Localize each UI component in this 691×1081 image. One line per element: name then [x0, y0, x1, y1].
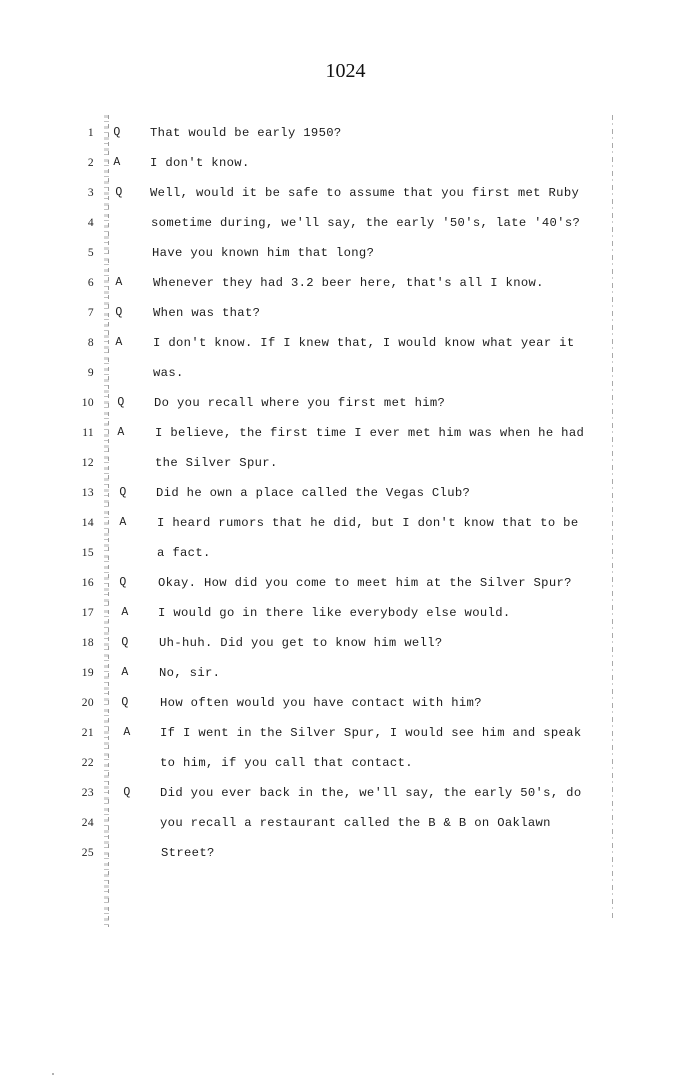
line-text: was.	[153, 366, 184, 380]
line-text: the Silver Spur.	[155, 456, 278, 470]
speaker-label: Q	[117, 396, 125, 409]
line-number: 17	[81, 607, 94, 619]
speaker-label: Q	[115, 186, 123, 199]
line-text: Uh-huh. Did you get to know him well?	[159, 636, 443, 650]
line-number: 4	[87, 217, 94, 229]
transcript-line	[0, 242, 691, 264]
line-number: 20	[81, 697, 94, 709]
line-number: 14	[81, 517, 94, 529]
line-number: 19	[81, 667, 94, 679]
line-number: 23	[81, 787, 94, 799]
line-text: Well, would it be safe to assume that you first met Ruby	[150, 186, 580, 200]
speaker-label: A	[115, 276, 123, 289]
transcript-line	[0, 392, 691, 414]
line-text: I don't know.	[150, 156, 250, 170]
line-text: That would be early 1950?	[150, 126, 342, 140]
transcript-line	[0, 572, 691, 594]
line-number: 22	[81, 757, 94, 769]
transcript-line	[0, 482, 691, 504]
line-text: to him, if you call that contact.	[160, 756, 413, 770]
speaker-label: Q	[123, 786, 131, 799]
line-number: 11	[82, 427, 94, 439]
line-number: 13	[81, 487, 94, 499]
speaker-label: A	[113, 156, 121, 169]
speaker-label: Q	[121, 636, 129, 649]
transcript-line	[0, 542, 691, 564]
speaker-label: A	[119, 516, 127, 529]
line-number: 1	[87, 127, 94, 139]
transcript-line	[0, 602, 691, 624]
transcript-line	[0, 332, 691, 354]
line-text: Whenever they had 3.2 beer here, that's all I know.	[153, 276, 544, 290]
line-number: 8	[87, 337, 94, 349]
transcript-line	[0, 452, 691, 474]
transcript-line	[0, 812, 691, 834]
line-number: 7	[87, 307, 94, 319]
transcript-line	[0, 782, 691, 804]
line-text: No, sir.	[159, 666, 221, 680]
page-number: 1024	[325, 60, 366, 82]
transcript-line	[0, 722, 691, 744]
transcript-line	[0, 692, 691, 714]
speaker-label: A	[121, 606, 129, 619]
line-text: I believe, the first time I ever met him was when he had	[155, 426, 585, 440]
transcript-line	[0, 152, 691, 174]
line-text: you recall a restaurant called the B & B on Oaklawn	[160, 816, 551, 830]
line-text: Okay. How did you come to meet him at the Silver Spur?	[158, 576, 572, 590]
line-number: 24	[81, 817, 94, 829]
line-number: 16	[81, 577, 94, 589]
line-number: 2	[87, 157, 94, 169]
transcript-line	[0, 842, 691, 864]
line-number: 21	[81, 727, 94, 739]
speaker-label: Q	[119, 576, 127, 589]
transcript-line	[0, 512, 691, 534]
line-number: 5	[87, 247, 94, 259]
speaker-label: A	[123, 726, 131, 739]
line-number: 10	[81, 397, 94, 409]
line-text: a fact.	[157, 546, 211, 560]
speaker-label: Q	[113, 126, 121, 139]
transcript-line	[0, 212, 691, 234]
line-text: Street?	[161, 846, 215, 860]
transcript-line	[0, 272, 691, 294]
speaker-label: A	[117, 426, 125, 439]
transcript-line	[0, 362, 691, 384]
line-text: How often would you have contact with him?	[160, 696, 482, 710]
speaker-label: A	[115, 336, 123, 349]
speaker-label: Q	[115, 306, 123, 319]
line-text: I heard rumors that he did, but I don't know that to be	[157, 516, 579, 530]
line-number: 3	[87, 187, 94, 199]
line-text: Do you recall where you first met him?	[154, 396, 446, 410]
line-text: I would go in there like everybody else would.	[158, 606, 511, 620]
transcript-line	[0, 632, 691, 654]
speaker-label: A	[121, 666, 129, 679]
line-text: Have you known him that long?	[152, 246, 375, 260]
line-number: 25	[81, 847, 94, 859]
transcript-line	[0, 662, 691, 684]
speaker-label: Q	[121, 696, 129, 709]
line-number: 18	[81, 637, 94, 649]
speaker-label: Q	[119, 486, 127, 499]
line-text: sometime during, we'll say, the early '50's, late '40's?	[151, 216, 581, 230]
line-number: 6	[87, 277, 94, 289]
line-number: 15	[81, 547, 94, 559]
scan-speck	[52, 1073, 54, 1075]
line-text: Did he own a place called the Vegas Club?	[156, 486, 471, 500]
transcript-line	[0, 182, 691, 204]
line-number: 9	[87, 367, 94, 379]
transcript-line	[0, 302, 691, 324]
line-text: I don't know. If I knew that, I would know what year it	[153, 336, 575, 350]
line-text: If I went in the Silver Spur, I would see him and speak	[160, 726, 582, 740]
transcript-line	[0, 422, 691, 444]
transcript-line	[0, 122, 691, 144]
line-number: 12	[81, 457, 94, 469]
transcript-line	[0, 752, 691, 774]
line-text: Did you ever back in the, we'll say, the early 50's, do	[160, 786, 582, 800]
line-text: When was that?	[153, 306, 261, 320]
